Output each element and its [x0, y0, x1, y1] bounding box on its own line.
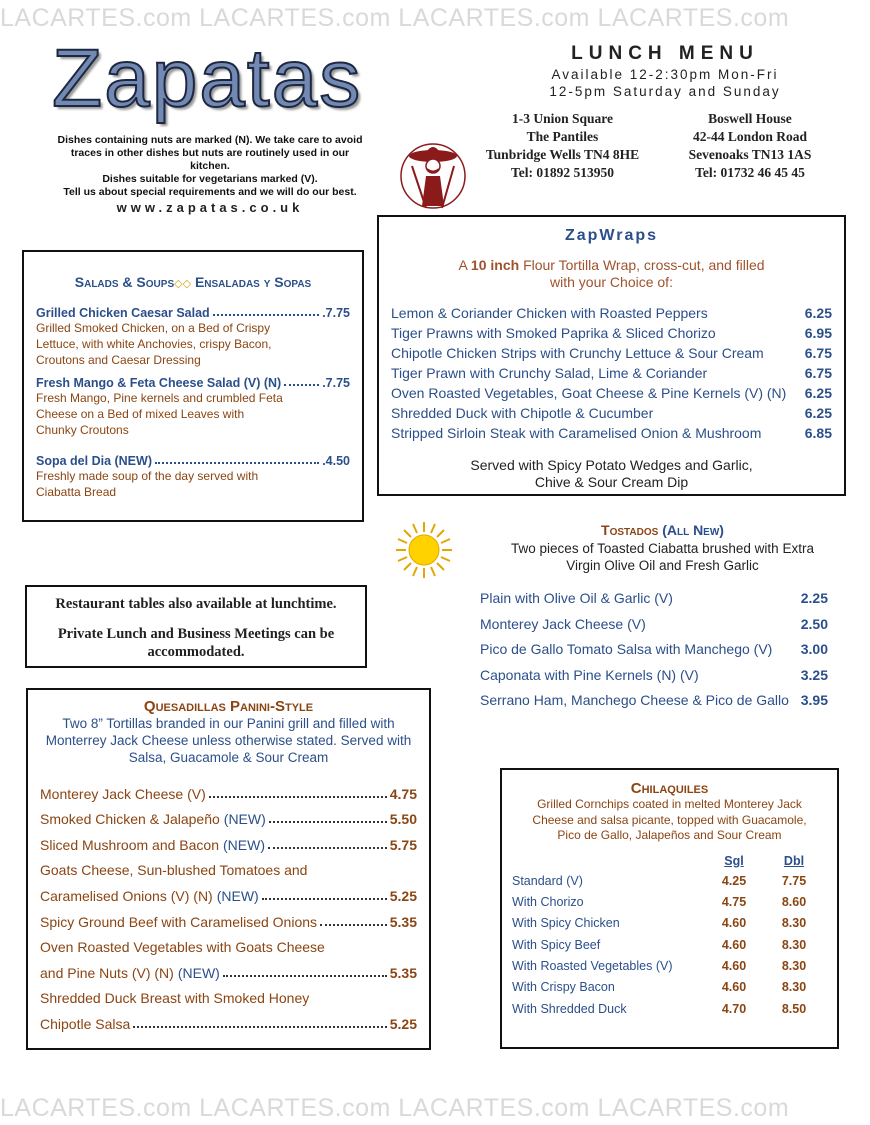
list-item: Stripped Sirloin Steak with Caramelised Onion & Mushroom 6.85	[391, 425, 832, 441]
list-item: Lemon & Coriander Chicken with Roasted Peppers 6.25	[391, 305, 832, 321]
list-item: Caponata with Pine Kernels (N) (V) 3.25	[480, 666, 828, 683]
salads-title: Salads & Soups◇◇ Ensaladas y Sopas	[74, 274, 312, 290]
watermark-bottom: LACARTES.com LACARTES.com LACARTES.com LACARTES.com	[0, 1094, 790, 1122]
quesadillas-intro: Two 8” Tortillas branded in our Panini grill and filled with Monterrey Jack Cheese unless otherwise stated. Served with Salsa, Guacamole & Sour Cream	[45, 716, 412, 765]
table-row: With Spicy Chicken 4.60 8.30	[512, 916, 807, 931]
list-item: Shredded Duck Breast with Smoked Honey	[40, 990, 310, 1007]
menu-title: LUNCH MENU	[571, 43, 759, 64]
zapwraps-title: ZapWraps	[564, 227, 659, 244]
location-sevenoaks: Boswell House 42-44 London Road Sevenoaks TN13 1AS Tel: 01732 46 45 45	[688, 111, 812, 180]
list-item: Caramelised Onions (V) (N) (NEW) 5.25	[40, 887, 417, 904]
salads-soups-section	[22, 250, 364, 522]
list-item: Tiger Prawn with Crunchy Salad, Lime & Coriander 6.75	[391, 365, 832, 381]
table-row: With Chorizo 4.75 8.60	[512, 894, 807, 909]
list-item: Chipotle Chicken Strips with Crunchy Lettuce & Sour Cream 6.75	[391, 345, 832, 361]
list-item: Pico de Gallo Tomato Salsa with Manchego (V) 3.00	[480, 641, 828, 657]
tostados-section	[480, 522, 835, 718]
chilaquiles-title: Chilaquiles	[630, 780, 709, 797]
list-item: Spicy Ground Beef with Caramelised Onions 5.35	[40, 913, 417, 930]
sun-icon	[394, 520, 454, 580]
availability: Available 12-2:30pm Mon-Fri 12-5pm Saturday and Sunday	[549, 67, 781, 99]
salad-item: Fresh Mango & Feta Cheese Salad (V) (N) .7.75 Fresh Mango, Pine kernels and crumbled Feta Cheese on a Bed of mixed Leaves with Chunky Croutons	[36, 376, 350, 437]
quesadillas-list	[40, 776, 417, 1032]
list-item: Plain with Olive Oil & Garlic (V) 2.25	[480, 590, 828, 606]
list-item: Monterey Jack Cheese (V) 2.50	[480, 615, 828, 632]
list-item: Shredded Duck with Chipotle & Cucumber 6.25	[391, 405, 832, 421]
watermark-top: LACARTES.com LACARTES.com LACARTES.com LACARTES.com	[0, 4, 790, 32]
table-header: Sgl Dbl	[724, 853, 805, 868]
zapwraps-list	[391, 303, 832, 443]
quesadillas-section	[26, 688, 431, 1050]
zapwraps-intro: A 10 inch Flour Tortilla Wrap, cross-cut, and filled with your Choice of:	[458, 257, 765, 290]
list-item: Oven Roasted Vegetables, Goat Cheese & Pine Kernels (V) (N) 6.25	[391, 385, 832, 401]
list-item: Serrano Ham, Manchego Cheese & Pico de Gallo 3.95	[480, 692, 828, 708]
list-item: Sliced Mushroom and Bacon (NEW) 5.75	[40, 836, 417, 853]
zapwraps-footer: Served with Spicy Potato Wedges and Garlic, Chive & Sour Cream Dip	[470, 457, 753, 490]
list-item: Chipotle Salsa 5.25	[40, 1015, 417, 1032]
tables-notice: Restaurant tables also available at lunchtime. Private Lunch and Business Meetings can be accommodated.	[25, 585, 367, 668]
table-row: With Crispy Bacon 4.60 8.30	[512, 980, 807, 995]
table-row: With Spicy Beef 4.60 8.30	[512, 937, 807, 952]
table-row: With Shredded Duck 4.70 8.50	[512, 1001, 807, 1016]
salad-item: Grilled Chicken Caesar Salad .7.75 Grilled Smoked Chicken, on a Bed of Crispy Lettuce, with white Anchovies, crispy Bacon, Croutons and Caesar Dressing	[36, 306, 350, 367]
chilaquiles-table	[512, 854, 827, 1024]
zapatas-logo: Zapatas	[52, 33, 363, 124]
zapwraps-section	[377, 215, 846, 496]
list-item: Oven Roasted Vegetables with Goats Cheese	[40, 939, 325, 956]
mascot-illustration	[398, 136, 468, 216]
table-row: With Roasted Vegetables (V) 4.60 8.30	[512, 959, 807, 974]
chilaquiles-intro: Grilled Cornchips coated in melted Monterey Jack Cheese and salsa picante, topped with Guacamole, Pico de Gallo, Jalapeños and Sour Cream	[532, 797, 807, 842]
location-tunbridge-wells: 1-3 Union Square The Pantiles Tunbridge Wells TN4 8HE Tel: 01892 513950	[485, 111, 640, 180]
tostados-list	[480, 590, 828, 718]
list-item: Monterey Jack Cheese (V) 4.75	[40, 785, 417, 802]
tostados-intro: Two pieces of Toasted Ciabatta brushed with Extra Virgin Olive Oil and Fresh Garlic	[511, 541, 814, 573]
list-item: and Pine Nuts (V) (N) (NEW) 5.35	[40, 964, 417, 981]
dietary-notes: Dishes containing nuts are marked (N). We take care to avoid traces in other dishes but nuts are routinely used in our kitchen. Dishes suitable for vegetarians marked (V). Tell us about special requirements and we will do our best.	[57, 134, 363, 198]
list-item: Smoked Chicken & Jalapeño (NEW) 5.50	[40, 811, 417, 828]
list-item: Goats Cheese, Sun-blushed Tomatoes and	[40, 862, 308, 879]
table-row: Standard (V) 4.25 7.75	[512, 873, 807, 888]
salad-item: Sopa del Dia (NEW) .4.50 Freshly made soup of the day served with Ciabatta Bread	[36, 454, 350, 499]
chilaquiles-section	[500, 768, 839, 1049]
list-item: Tiger Prawns with Smoked Paprika & Sliced Chorizo 6.95	[391, 325, 832, 341]
quesadillas-title: Quesadillas Panini-Style	[143, 698, 314, 715]
website-link[interactable]: www.zapatas.co.uk	[116, 200, 304, 215]
tostados-title: Tostados (All New)	[601, 522, 724, 538]
